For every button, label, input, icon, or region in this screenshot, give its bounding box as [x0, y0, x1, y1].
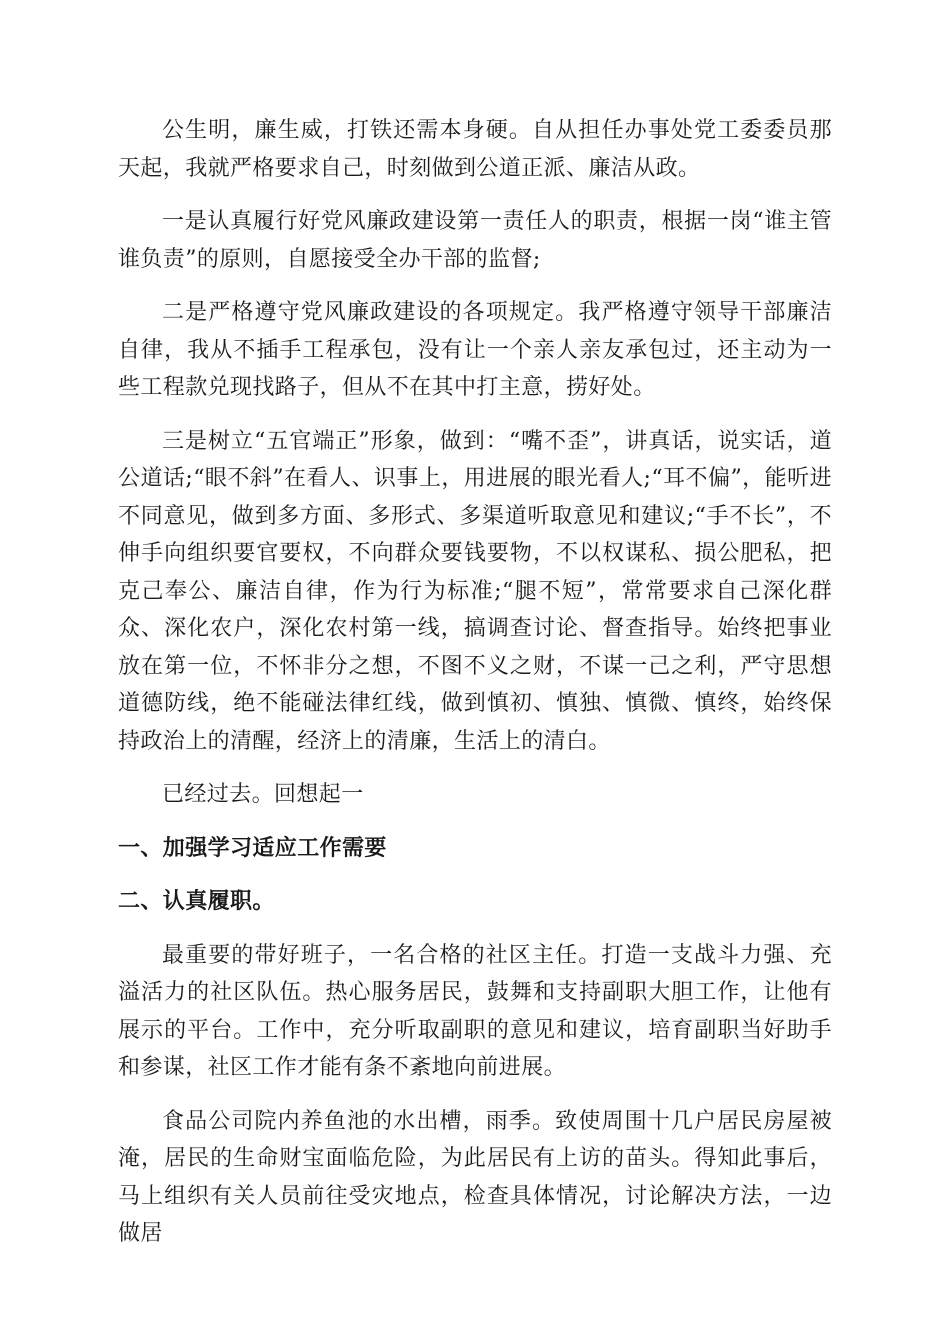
paragraph-point-three: 三是树立“五官端正”形象，做到：“嘴不歪”，讲真话，说实话，道公道话;“眼不斜”在看人、识事上，用进展的眼光看人;“耳不偏”，能听进不同意见，做到多方面、多形式、多渠道听取意见和建议;“手不长”，不伸手向组织要官要权，不向群众要钱要物，不以权谋私、损公肥私，把克己奉公、廉洁自律，作为行为标准;“腿不短”，常常要求自己深化群众、深化农户，深化农村第一线，搞调查讨论、督查指导。始终把事业放在第一位，不怀非分之想，不图不义之财，不谋一己之利，严守思想道德防线，绝不能碰法律红线，做到慎初、慎独、慎微、慎终，始终保持政治上的清醒，经济上的清廉，生活上的清白。	[118, 428, 832, 754]
paragraph-fishpond-incident: 食品公司院内养鱼池的水出槽，雨季。致使周围十几户居民房屋被淹，居民的生命财宝面临危险，为此居民有上访的苗头。得知此事后，马上组织有关人员前往受灾地点，检查具体情况，讨论解决方法，一边做居	[118, 1108, 832, 1246]
paragraph-point-two: 二是严格遵守党风廉政建设的各项规定。我严格遵守领导干部廉洁自律，我从不插手工程承包，没有让一个亲人亲友承包过，还主动为一些工程款兑现找路子，但从不在其中打主意，捞好处。	[118, 300, 832, 400]
paragraph-integrity-intro: 公生明，廉生威，打铁还需本身硬。自从担任办事处党工委委员那天起，我就严格要求自己，时刻做到公道正派、廉洁从政。	[118, 118, 832, 181]
document-page	[118, 112, 832, 1269]
section-heading-study: 一、加强学习适应工作需要	[118, 835, 387, 861]
paragraph-team-leadership: 最重要的带好班子，一名合格的社区主任。打造一支战斗力强、充溢活力的社区队伍。热心服务居民，鼓舞和支持副职大胆工作，让他有展示的平台。工作中，充分听取副职的意见和建议，培育副职当好助手和参谋，社区工作才能有条不紊地向前进展。	[118, 942, 832, 1080]
section-heading-duty: 二、认真履职。	[118, 889, 275, 914]
paragraph-point-one: 一是认真履行好党风廉政建设第一责任人的职责，根据一岗“谁主管谁负责”的原则，自愿接受全办干部的监督;	[118, 209, 832, 272]
paragraph-fragment: 已经过去。回想起一	[162, 782, 364, 807]
